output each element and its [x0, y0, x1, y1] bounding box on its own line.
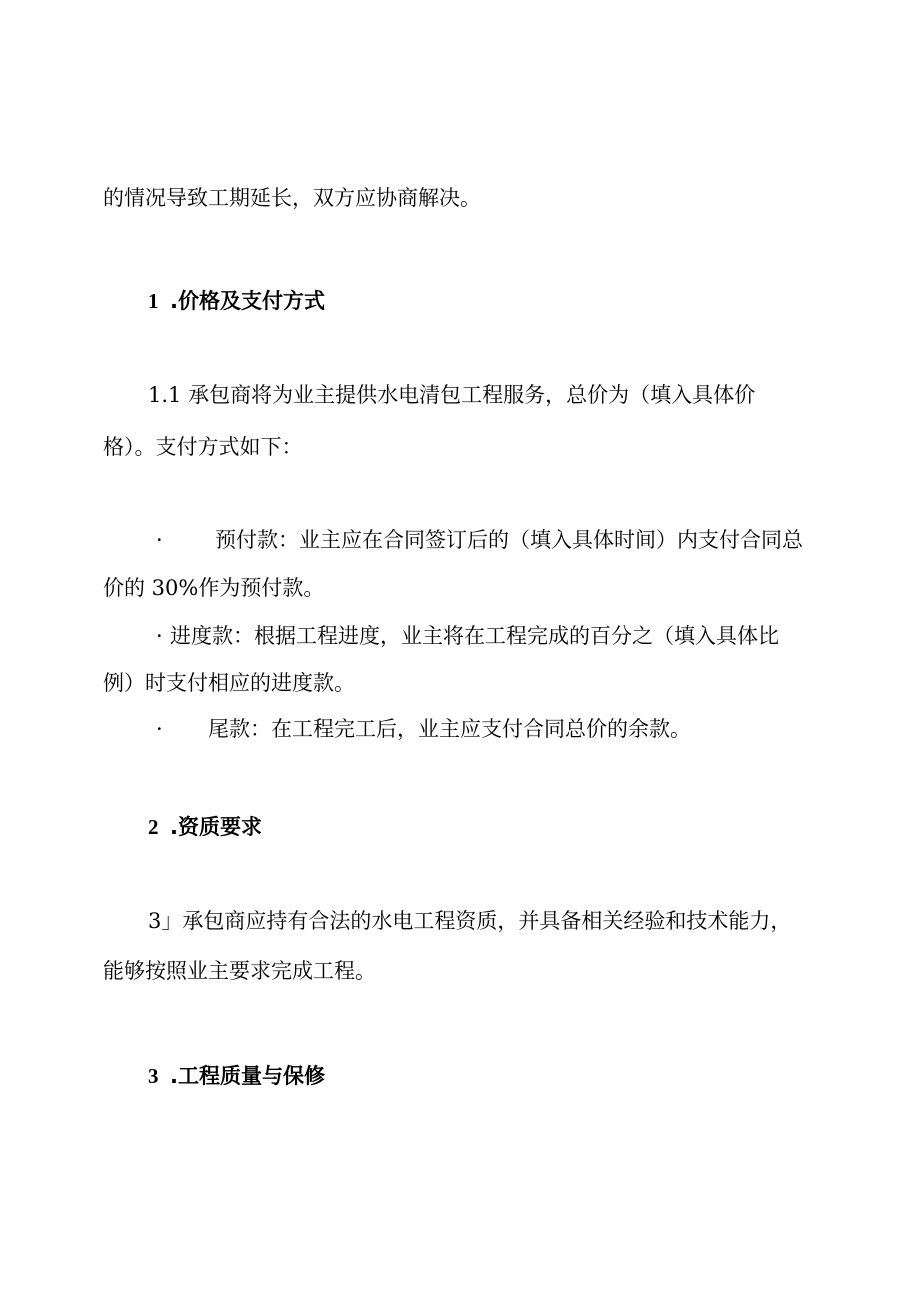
section-3-title: .工程质量与保修 [170, 1064, 325, 1088]
bullet-marker-progress-payment: · [156, 624, 163, 648]
section-3-number: 3 [148, 1064, 159, 1088]
qualification-clause-line-1: 3」承包商应持有合法的水电工程资质，并具备相关经验和技术能力， [148, 909, 792, 933]
bullet-marker-final-payment: · [156, 717, 163, 741]
section-1-heading [148, 288, 325, 314]
intro-paragraph-line: 的情况导致工期延长，双方应协商解决。 [103, 186, 481, 210]
bullet-advance-payment-line-2: 价的 30%作为预付款。 [103, 576, 325, 600]
section-2-title: .资质要求 [170, 815, 262, 839]
bullet-marker-advance-payment: · [156, 528, 163, 552]
clause-1-1-line-2: 格）。支付方式如下： [103, 435, 303, 459]
bullet-final-payment-line-1: 尾款：在工程完工后，业主应支付合同总价的余款。 [208, 717, 691, 741]
bullet-progress-payment-line-2: 例）时支付相应的进度款。 [103, 671, 355, 695]
qualification-clause-line-2: 能够按照业主要求完成工程。 [103, 959, 376, 983]
bullet-advance-payment-line-1: 预付款：业主应在合同签订后的（填入具体时间）内支付合同总 [215, 528, 803, 552]
clause-1-1-line-1: 1.1 承包商将为业主提供水电清包工程服务，总价为（填入具体价 [148, 383, 756, 407]
section-1-title: .价格及支付方式 [170, 289, 325, 313]
section-3-heading [148, 1063, 325, 1089]
bullet-progress-payment-line-1: 进度款：根据工程进度，业主将在工程完成的百分之（填入具体比 [170, 624, 779, 648]
section-2-number: 2 [148, 815, 159, 839]
section-1-number: 1 [148, 289, 159, 313]
section-2-heading [148, 814, 262, 840]
